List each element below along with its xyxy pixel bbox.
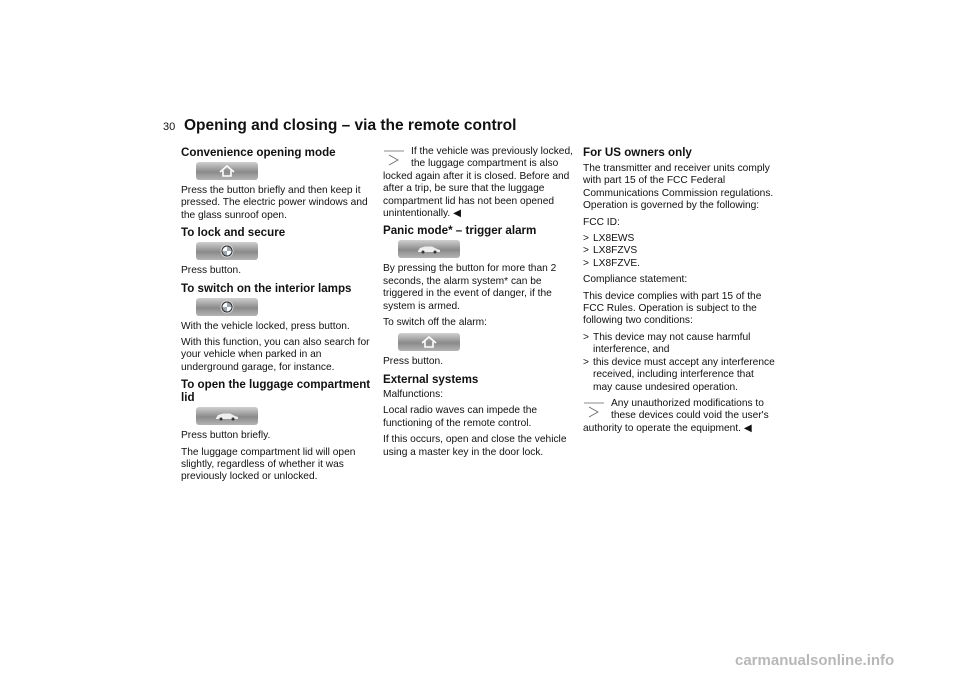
list-item: > LX8EWS xyxy=(583,233,775,245)
car-icon xyxy=(215,411,239,421)
heading-external-systems: External systems xyxy=(383,372,479,386)
heading-lock-secure: To lock and secure xyxy=(181,226,286,240)
page-number: 30 xyxy=(163,121,176,133)
text-lock-secure: Press button. xyxy=(181,265,242,277)
conditions-list xyxy=(583,332,775,394)
text-interior-lamps-2: With this function, you can also search for your vehicle when parked in an underground garage, for instance. xyxy=(181,337,370,373)
note-luggage-locked xyxy=(383,146,575,220)
text-panic-mode-2: To switch off the alarm: xyxy=(383,317,487,329)
text-fcc-id-label: FCC ID: xyxy=(583,216,620,228)
text-compliance-label: Compliance statement: xyxy=(583,274,688,286)
text-convenience-opening: Press the button briefly and then keep it pressed. The electric power windows and the glass sunroof open. xyxy=(181,185,368,221)
heading-interior-lamps: To switch on the interior lamps xyxy=(181,281,352,295)
list-item: > This device may not cause harmful interference, and xyxy=(583,332,775,357)
text-panic-mode-3: Press button. xyxy=(383,356,444,368)
remote-key-lamps xyxy=(196,298,258,316)
heading-convenience-opening: Convenience opening mode xyxy=(181,146,336,159)
remote-key-lock xyxy=(196,242,258,260)
text-external-1: Malfunctions: xyxy=(383,388,444,400)
list-item: > this device must accept any interference received, including interference that may cause undesired operation. xyxy=(583,357,775,394)
bmw-logo-icon xyxy=(220,300,234,314)
text-compliance: This device complies with part 15 of the FCC Rules. Operation is subject to the following two conditions: xyxy=(583,290,762,327)
note-triangle-icon xyxy=(583,402,605,422)
remote-key-alarm-off xyxy=(398,333,460,351)
bmw-logo-icon xyxy=(220,244,234,258)
note-end-mark: ◀ xyxy=(453,208,461,220)
column-1 xyxy=(181,146,373,488)
house-icon xyxy=(420,336,438,348)
remote-key-panic xyxy=(398,240,460,258)
remote-key-unlock xyxy=(196,162,258,180)
list-item: > LX8FZVS xyxy=(583,245,775,257)
note-triangle-icon xyxy=(383,150,405,170)
column-3 xyxy=(583,146,775,439)
text-luggage-lid-2: The luggage compartment lid will open slightly, regardless of whether it was previously locked or unlocked. xyxy=(181,446,356,483)
text-luggage-lid-1: Press button briefly. xyxy=(181,430,271,442)
list-item: > LX8FZVE. xyxy=(583,258,775,270)
watermark: carmanualsonline.info xyxy=(735,652,895,669)
car-icon xyxy=(417,244,441,254)
text-panic-mode-1: By pressing the button for more than 2 seconds, the alarm system* can be triggered in the event of danger, if the system is armed. xyxy=(383,263,557,312)
fcc-id-list xyxy=(583,233,775,270)
page-title: Opening and closing – via the remote control xyxy=(184,117,517,134)
text-fcc-1: The transmitter and receiver units comply with part 15 of the FCC Federal Communications Commission regulations. Operation is governed by the following: xyxy=(583,163,774,212)
note-modifications-text: Any unauthorized modifications to these devices could void the user's authority to operate the equipment. xyxy=(583,397,769,434)
note-end-mark: ◀ xyxy=(743,422,752,434)
remote-key-trunk xyxy=(196,407,258,425)
heading-luggage-lid: To open the luggage compartment lid xyxy=(181,378,371,405)
heading-panic-mode: Panic mode* – trigger alarm xyxy=(383,224,537,238)
note-luggage-locked-text: If the vehicle was previously locked, the luggage compartment is also locked again after it is closed. Before and after a trip, be sure that the luggage compartment lid has not been opened unintentionally. xyxy=(383,146,573,220)
note-modifications xyxy=(583,398,775,435)
text-interior-lamps-1: With the vehicle locked, press button. xyxy=(181,320,350,332)
text-external-2: Local radio waves can impede the functioning of the remote control. xyxy=(383,405,538,429)
house-icon xyxy=(218,165,236,177)
text-external-3: If this occurs, open and close the vehicle using a master key in the door lock. xyxy=(383,434,567,458)
heading-us-owners: For US owners only xyxy=(583,146,692,159)
column-2 xyxy=(383,146,575,463)
